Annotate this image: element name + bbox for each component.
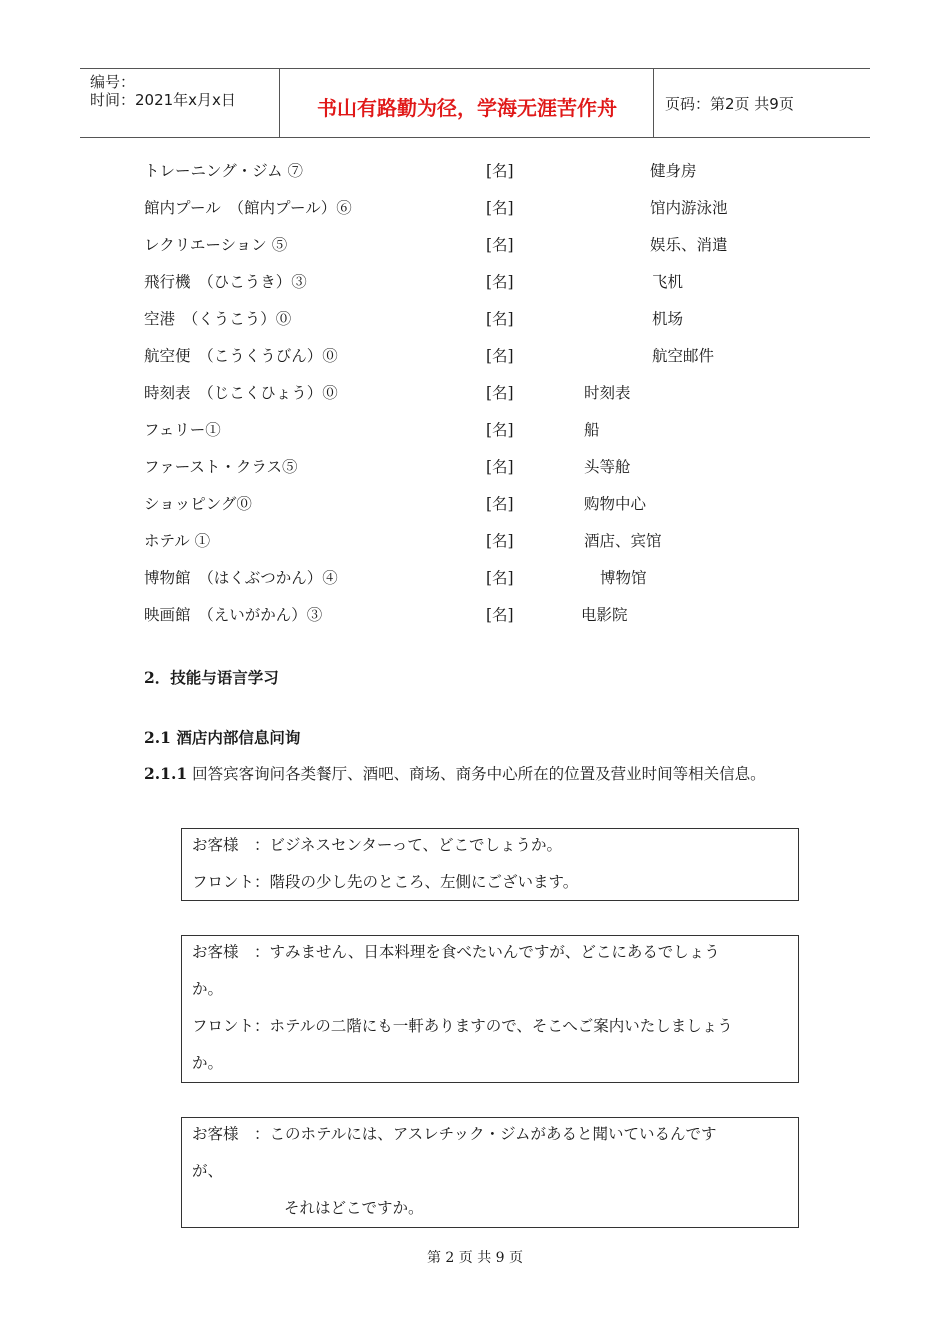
dialog-line: それはどこですか。 [284, 1199, 424, 1217]
vocab-row [0, 344, 950, 368]
vocab-meaning: 健身房 [650, 162, 697, 180]
vocab-word: 館内プール （館内プール）⑥ [144, 199, 352, 217]
vocab-meaning: 机场 [652, 310, 684, 328]
vocab-row [0, 381, 950, 405]
vocab-meaning: 头等舱 [584, 458, 631, 476]
vocab-pos: [名] [486, 421, 514, 439]
vocab-word: ホテル ① [144, 532, 211, 550]
vocab-row [0, 270, 950, 294]
dialog-line: フロント：階段の少し先のところ、左側にございます。 [192, 873, 579, 891]
dialog-line: お客様 ：このホテルには、アスレチック・ジムがあると聞いているんです [192, 1125, 717, 1143]
vocab-pos: [名] [486, 495, 514, 513]
dialog-line: お客様 ：すみません、日本料理を食べたいんですが、どこにあるでしょう [192, 943, 720, 961]
dialog-line: か。 [192, 1054, 224, 1072]
vocab-row [0, 529, 950, 553]
vocab-row [0, 159, 950, 183]
vocab-row [0, 196, 950, 220]
vocab-pos: [名] [486, 569, 514, 587]
vocab-word: 空港 （くうこう）⓪ [144, 310, 292, 328]
dialog-line: が、 [192, 1162, 224, 1180]
vocab-pos: [名] [486, 310, 514, 328]
vocab-meaning: 电影院 [581, 606, 628, 624]
vocab-row [0, 566, 950, 590]
vocab-meaning: 购物中心 [584, 495, 647, 513]
dialog-box [181, 828, 799, 901]
vocab-meaning: 船 [584, 421, 600, 439]
header-page-label: 页码：第2页 共9页 [665, 94, 794, 113]
vocab-pos: [名] [486, 384, 514, 402]
vocab-row [0, 233, 950, 257]
number-label: 编号： [90, 73, 136, 91]
vocab-meaning: 馆内游泳池 [650, 199, 728, 217]
section-heading-2: 2．技能与语言学习 [144, 668, 279, 687]
vocab-pos: [名] [486, 458, 514, 476]
vocab-meaning: 娱乐、消遣 [650, 236, 728, 254]
vocab-row [0, 418, 950, 442]
vocab-word: 航空便 （こうくうびん）⓪ [144, 347, 338, 365]
vocab-meaning: 时刻表 [584, 384, 631, 402]
vocab-word: 博物館 （はくぶつかん）④ [144, 569, 338, 587]
dialog-line: お客様 ：ビジネスセンターって、どこでしょうか。 [192, 836, 562, 854]
vocab-pos: [名] [486, 273, 514, 291]
dialog-box [181, 935, 799, 1083]
vocab-meaning: 航空邮件 [652, 347, 715, 365]
vocab-meaning: 酒店、宾馆 [584, 532, 662, 550]
vocab-word: 映画館 （えいがかん）③ [144, 606, 323, 624]
vocab-row [0, 307, 950, 331]
section-number: 2.1.1 [144, 764, 188, 783]
section-heading-2-1: 2.1 酒店内部信息问询 [144, 728, 301, 747]
vocab-pos: [名] [486, 162, 514, 180]
vocab-word: 飛行機 （ひこうき）③ [144, 273, 307, 291]
vocab-meaning: 飞机 [652, 273, 684, 291]
vocab-word: トレーニング・ジム ⑦ [144, 162, 303, 180]
vocab-word: レクリエーション ⑤ [144, 236, 288, 254]
vocab-word: ショッピング⓪ [144, 495, 252, 513]
dialog-box [181, 1117, 799, 1228]
header-motto: 书山有路勤为径，学海无涯苦作舟 [281, 69, 654, 137]
vocab-pos: [名] [486, 606, 514, 624]
dialog-line: か。 [192, 980, 224, 998]
vocab-row [0, 455, 950, 479]
vocab-pos: [名] [486, 347, 514, 365]
section-2-1-1-paragraph [144, 762, 766, 784]
vocab-row [0, 492, 950, 516]
vocab-word: フェリー① [144, 421, 221, 439]
dialog-line: フロント：ホテルの二階にも一軒ありますので、そこへご案内いたしましょう [192, 1017, 733, 1035]
section-text: 回答宾客询问各类餐厅、酒吧、商场、商务中心所在的位置及营业时间等相关信息。 [187, 765, 766, 783]
vocab-pos: [名] [486, 236, 514, 254]
header-meta [80, 69, 280, 137]
vocab-pos: [名] [486, 532, 514, 550]
vocab-meaning: 博物馆 [600, 569, 647, 587]
vocab-word: ファースト・クラス⑤ [144, 458, 298, 476]
time-label: 时间：2021年x月x日 [90, 91, 236, 109]
page-header [80, 68, 870, 138]
page-footer: 第 2 页 共 9 页 [426, 1250, 524, 1266]
vocab-row [0, 603, 950, 627]
vocab-word: 時刻表 （じこくひょう）⓪ [144, 384, 338, 402]
vocab-pos: [名] [486, 199, 514, 217]
